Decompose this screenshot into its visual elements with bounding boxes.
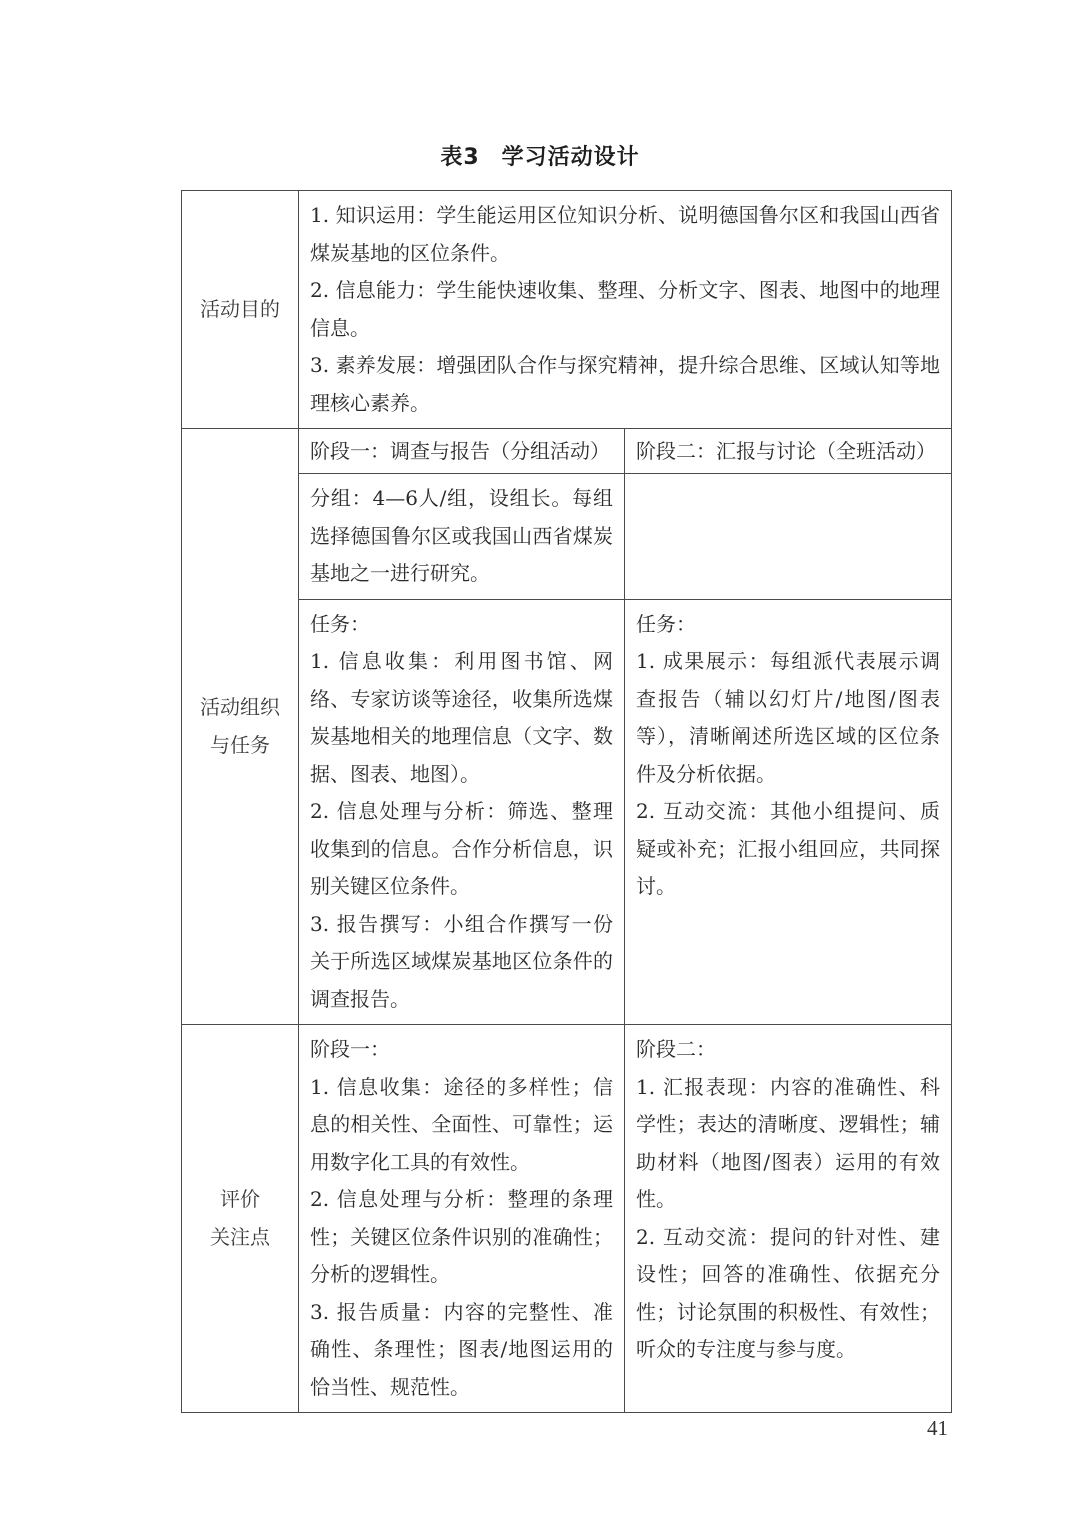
grouping-empty-cell [625, 474, 952, 600]
stage2-task-item: 1. 成果展示：每组派代表展示调查报告（辅以幻灯片/地图/图表等），清晰阐述所选区域的区位条件及分析依据。 [636, 649, 941, 786]
stage2-tasks-cell [625, 599, 952, 1025]
objectives-label-text: 活动目的 [200, 296, 280, 321]
organization-label [182, 429, 299, 1025]
stage2-header: 阶段二：汇报与讨论（全班活动） [625, 429, 952, 474]
objectives-label [182, 191, 299, 429]
organization-label-line: 活动组织 [200, 695, 280, 719]
stage1-task-item: 3. 报告撰写：小组合作撰写一份关于所选区域煤炭基地区位条件的调查报告。 [310, 911, 613, 1011]
objectives-cell [299, 191, 952, 429]
evaluation-stage2-cell [625, 1025, 952, 1413]
stage1-task-item: 1. 信息收集：利用图书馆、网络、专家访谈等途径，收集所选煤炭基地相关的地理信息（文字、数据、图表、地图）。 [310, 649, 613, 786]
evaluation-label-line: 评价 [220, 1187, 260, 1211]
objectives-row [182, 191, 952, 429]
grouping-cell [299, 474, 625, 600]
evaluation-stage1-cell [299, 1025, 625, 1413]
evaluation-label [182, 1025, 299, 1413]
evaluation-stage2-item: 2. 互动交流：提问的针对性、建设性；回答的准确性、依据充分性；讨论氛围的积极性、有效性；听众的专注度与参与度。 [636, 1224, 941, 1361]
stage2-tasks-heading: 任务： [636, 611, 696, 636]
stage1-tasks-cell [299, 599, 625, 1025]
organization-label-line: 与任务 [210, 732, 270, 757]
objective-item: 1. 知识运用：学生能运用区位知识分析、说明德国鲁尔区和我国山西省煤炭基地的区位条件。 [310, 203, 941, 265]
stage1-tasks-heading: 任务： [310, 611, 370, 636]
evaluation-row [182, 1025, 952, 1413]
page-number: 41 [927, 1416, 948, 1440]
table-name: 学习活动设计 [501, 145, 640, 170]
activity-design-table [181, 190, 952, 1413]
evaluation-label-line: 关注点 [210, 1224, 270, 1249]
evaluation-stage2-heading: 阶段二： [636, 1037, 716, 1061]
objective-item: 2. 信息能力：学生能快速收集、整理、分析文字、图表、地图中的地理信息。 [310, 278, 941, 340]
evaluation-stage1-heading: 阶段一： [310, 1037, 390, 1061]
table-title [0, 140, 1080, 171]
grouping-text: 分组：4—6人/组，设组长。每组选择德国鲁尔区或我国山西省煤炭基地之一进行研究。 [310, 486, 613, 585]
objective-item: 3. 素养发展：增强团队合作与探究精神，提升综合思维、区域认知等地理核心素养。 [310, 353, 941, 415]
stage1-header: 阶段一：调查与报告（分组活动） [299, 429, 625, 474]
evaluation-stage1-item: 1. 信息收集：途径的多样性；信息的相关性、全面性、可靠性；运用数字化工具的有效性。 [310, 1074, 613, 1174]
stage2-task-item: 2. 互动交流：其他小组提问、质疑或补充；汇报小组回应，共同探讨。 [636, 799, 941, 898]
table-number: 表3 [440, 145, 480, 170]
stage-header-row [182, 429, 952, 474]
evaluation-stage2-item: 1. 汇报表现：内容的准确性、科学性；表达的清晰度、逻辑性；辅助材料（地图/图表）运用的有效性。 [636, 1074, 941, 1211]
stage1-task-item: 2. 信息处理与分析：筛选、整理收集到的信息。合作分析信息，识别关键区位条件。 [310, 799, 613, 898]
evaluation-stage1-item: 2. 信息处理与分析：整理的条理性；关键区位条件识别的准确性；分析的逻辑性。 [310, 1187, 613, 1286]
evaluation-stage1-item: 3. 报告质量：内容的完整性、准确性、条理性；图表/地图运用的恰当性、规范性。 [310, 1299, 613, 1399]
